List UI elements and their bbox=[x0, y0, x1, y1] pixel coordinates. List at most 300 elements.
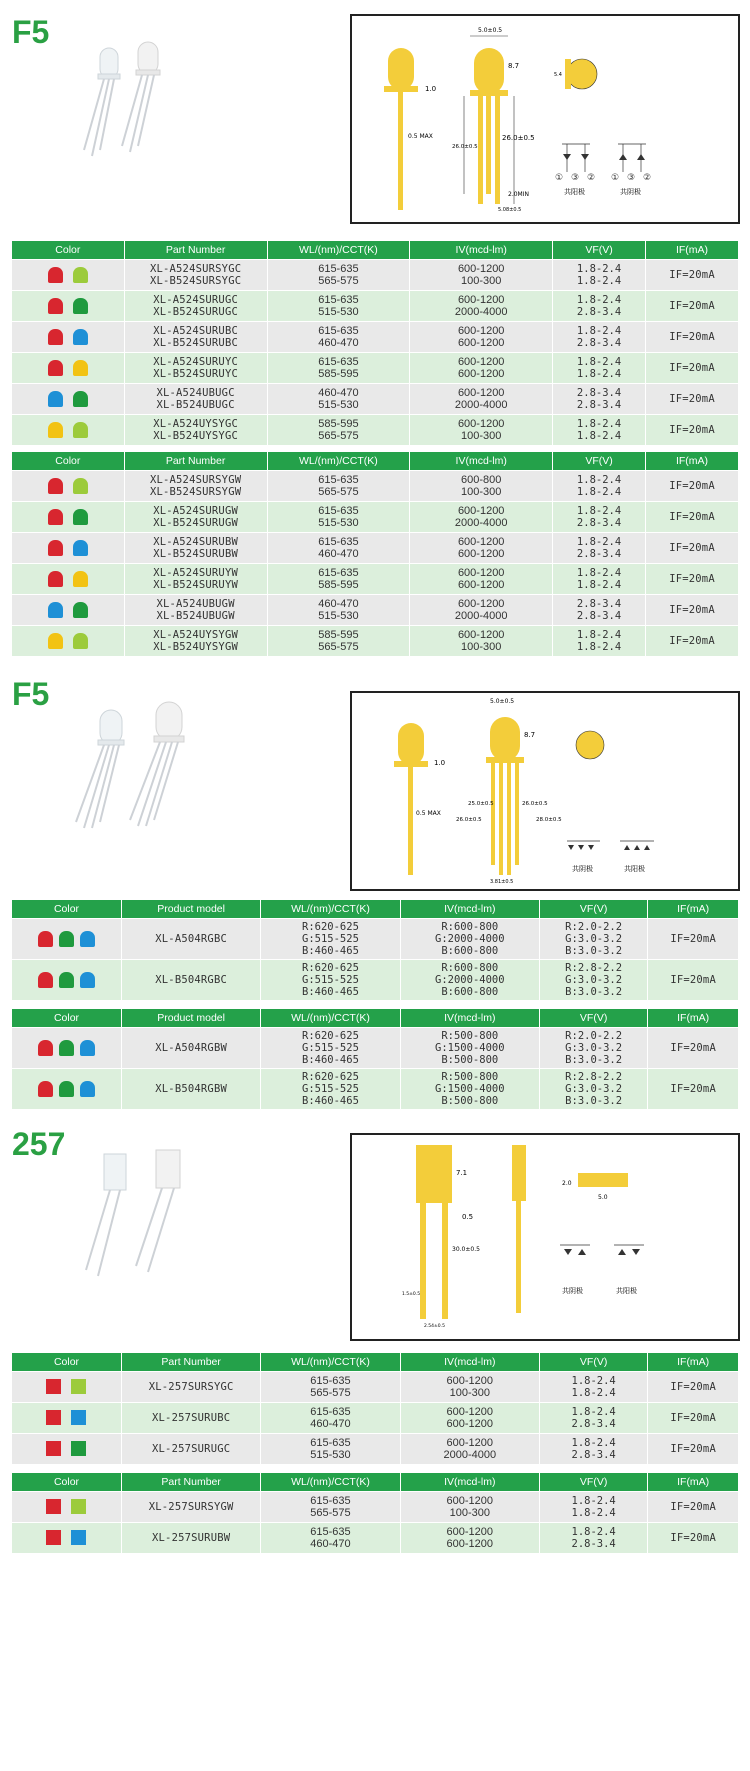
led-color-swatch bbox=[48, 422, 63, 438]
column-header: VF(V) bbox=[539, 1353, 647, 1371]
cell-line: 565-575 bbox=[318, 640, 359, 653]
cell-line: 460-470 bbox=[318, 386, 359, 399]
led-color-swatch bbox=[73, 602, 88, 618]
cell-line: B:460-465 bbox=[302, 1094, 359, 1107]
intensity-cell bbox=[400, 1433, 539, 1464]
cell-line: 1.8-2.4 bbox=[576, 578, 622, 591]
cell-line: XL-B524UBUGW bbox=[156, 609, 235, 622]
forward-voltage-cell bbox=[539, 1491, 647, 1522]
forward-current-cell: IF=20mA bbox=[646, 563, 739, 594]
intensity-cell bbox=[400, 1491, 539, 1522]
cell-line: B:500-800 bbox=[441, 1053, 499, 1066]
cell-line: 2.8-3.4 bbox=[576, 305, 622, 318]
part-number-cell: XL-A504RGBW bbox=[121, 1027, 260, 1068]
forward-current-cell: IF=20mA bbox=[648, 918, 739, 959]
led-color-swatch bbox=[73, 633, 88, 649]
table-row bbox=[12, 563, 739, 594]
forward-voltage-cell bbox=[553, 532, 646, 563]
cell-line: XL-B524SURUBC bbox=[153, 336, 238, 349]
cell-line: 600-1200 bbox=[446, 1417, 494, 1430]
cell-line: XL-A524SURSYGW bbox=[149, 473, 242, 486]
cell-line: XL-A524SURUBC bbox=[153, 324, 238, 337]
part-number-cell bbox=[124, 414, 267, 445]
cell-line: 615-635 bbox=[318, 293, 359, 306]
wavelength-cell bbox=[267, 532, 410, 563]
led-color-swatch bbox=[59, 931, 74, 947]
cell-line: XL-A524SURUGW bbox=[153, 504, 238, 517]
cell-line: G:515-525 bbox=[302, 932, 359, 945]
cell-line: 585-595 bbox=[318, 578, 359, 591]
part-number-cell bbox=[124, 594, 267, 625]
cell-line: XL-B524SURUGW bbox=[153, 516, 238, 529]
color-swatches bbox=[12, 422, 124, 438]
intensity-cell bbox=[400, 1522, 539, 1553]
led-color-swatch bbox=[71, 1530, 86, 1545]
wavelength-cell bbox=[267, 594, 410, 625]
led-color-swatch bbox=[48, 602, 63, 618]
wavelength-cell bbox=[267, 414, 410, 445]
cell-line: G:1500-4000 bbox=[435, 1041, 505, 1054]
cell-line: G:2000-4000 bbox=[435, 973, 505, 986]
color-cell bbox=[12, 290, 124, 321]
cell-line: XL-A524SURUBW bbox=[153, 535, 238, 548]
dim-label: 5.0 bbox=[598, 1194, 608, 1201]
color-swatches bbox=[12, 1499, 121, 1514]
cell-line: 2000-4000 bbox=[454, 398, 508, 411]
led-color-swatch bbox=[48, 509, 63, 525]
led-color-swatch bbox=[38, 1040, 53, 1056]
intensity-cell bbox=[400, 959, 539, 1000]
led-color-swatch bbox=[73, 298, 88, 314]
table-row bbox=[12, 1522, 739, 1553]
cell-line: 615-635 bbox=[318, 355, 359, 368]
cell-line: 1.8-2.4 bbox=[576, 262, 622, 275]
cell-line: 460-470 bbox=[310, 1417, 351, 1430]
color-swatches bbox=[12, 1379, 121, 1394]
cell-line: B:460-465 bbox=[302, 1053, 359, 1066]
cell-line: 1.8-2.4 bbox=[571, 1405, 616, 1418]
wavelength-cell bbox=[267, 470, 410, 501]
cell-line: XL-B524SURSYGC bbox=[149, 274, 242, 287]
cell-line: 1.8-2.4 bbox=[576, 324, 622, 337]
dim-label: 26.0±0.5 bbox=[452, 144, 478, 150]
dim-label: 0.5 MAX bbox=[416, 810, 441, 817]
section-title-257: 257 bbox=[12, 1126, 66, 1162]
cell-line: 600-1200 bbox=[457, 367, 505, 380]
cell-line: R:2.0-2.2 bbox=[565, 1029, 623, 1042]
cell-line: B:600-800 bbox=[441, 985, 499, 998]
wavelength-cell bbox=[267, 290, 410, 321]
part-number-cell bbox=[124, 290, 267, 321]
forward-voltage-cell bbox=[553, 563, 646, 594]
table-header-row bbox=[12, 241, 739, 259]
cell-line: 515-530 bbox=[318, 398, 359, 411]
led-color-swatch bbox=[48, 571, 63, 587]
led-color-swatch bbox=[48, 478, 63, 494]
cell-line: 600-1200 bbox=[457, 504, 505, 517]
forward-voltage-cell bbox=[539, 1402, 647, 1433]
led-color-swatch bbox=[71, 1441, 86, 1456]
cell-line: XL-A524UBUGW bbox=[156, 597, 235, 610]
cell-line: 615-635 bbox=[318, 324, 359, 337]
column-header: Color bbox=[12, 900, 121, 918]
column-header: Color bbox=[12, 1473, 121, 1491]
cell-line: 2000-4000 bbox=[454, 516, 508, 529]
intensity-cell bbox=[410, 532, 553, 563]
cell-line: XL-B524SURUBW bbox=[153, 547, 238, 560]
cell-line: 2.8-3.4 bbox=[576, 597, 622, 610]
table-row bbox=[12, 918, 739, 959]
part-number-cell bbox=[124, 532, 267, 563]
cell-line: 2.8-3.4 bbox=[571, 1448, 616, 1461]
column-header: Part Number bbox=[124, 452, 267, 470]
color-cell bbox=[12, 1371, 121, 1402]
cell-line: 460-470 bbox=[318, 336, 359, 349]
cell-line: 600-1200 bbox=[457, 293, 505, 306]
cell-line: R:500-800 bbox=[441, 1029, 499, 1042]
led-color-swatch bbox=[73, 360, 88, 376]
wavelength-cell bbox=[267, 321, 410, 352]
led-color-swatch bbox=[38, 972, 53, 988]
cell-line: XL-A524SURSYGC bbox=[149, 262, 242, 275]
color-cell bbox=[12, 1027, 121, 1068]
cell-line: G:3.0-3.2 bbox=[565, 1041, 623, 1054]
led-color-swatch bbox=[59, 1040, 74, 1056]
cell-line: B:3.0-3.2 bbox=[565, 985, 623, 998]
led-color-swatch bbox=[73, 509, 88, 525]
forward-current-cell: IF=20mA bbox=[646, 321, 739, 352]
color-swatches bbox=[12, 1040, 121, 1056]
intensity-cell bbox=[410, 501, 553, 532]
column-header: IV(mcd-lm) bbox=[400, 900, 539, 918]
column-header: WL/(nm)/CCT(K) bbox=[261, 900, 400, 918]
led-color-swatch bbox=[46, 1410, 61, 1425]
dim-label: 26.0±0.5 bbox=[456, 817, 482, 823]
forward-voltage-cell bbox=[539, 1433, 647, 1464]
led-color-swatch bbox=[80, 1040, 95, 1056]
cell-line: 515-530 bbox=[318, 305, 359, 318]
intensity-cell bbox=[400, 1068, 539, 1109]
forward-current-cell: IF=20mA bbox=[646, 501, 739, 532]
wavelength-cell bbox=[267, 563, 410, 594]
cell-line: B:600-800 bbox=[441, 944, 499, 957]
table-row bbox=[12, 959, 739, 1000]
led-color-swatch bbox=[48, 298, 63, 314]
column-header: WL/(nm)/CCT(K) bbox=[261, 1353, 400, 1371]
forward-current-cell: IF=20mA bbox=[648, 1068, 739, 1109]
forward-current-cell: IF=20mA bbox=[648, 1522, 739, 1553]
cell-line: 1.8-2.4 bbox=[576, 535, 622, 548]
forward-voltage-cell bbox=[539, 1522, 647, 1553]
column-header: Color bbox=[12, 1009, 121, 1027]
cell-line: 600-1200 bbox=[446, 1405, 494, 1418]
led-color-swatch bbox=[46, 1499, 61, 1514]
cell-line: 585-595 bbox=[318, 628, 359, 641]
color-swatches bbox=[12, 509, 124, 525]
cell-line: 600-1200 bbox=[457, 355, 505, 368]
dimension-diagram-f5-a bbox=[350, 14, 740, 224]
table-row bbox=[12, 1491, 739, 1522]
color-cell bbox=[12, 414, 124, 445]
pin-label: ② bbox=[587, 173, 596, 183]
cell-line: 600-1200 bbox=[446, 1374, 494, 1387]
spec-table-f5-rgb-clear bbox=[12, 900, 739, 1000]
cell-line: XL-B524UBUGC bbox=[156, 398, 235, 411]
column-header: WL/(nm)/CCT(K) bbox=[261, 1009, 400, 1027]
cell-line: B:3.0-3.2 bbox=[565, 1053, 623, 1066]
cell-line: 100-300 bbox=[461, 429, 502, 442]
cell-line: 2000-4000 bbox=[454, 305, 508, 318]
forward-voltage-cell bbox=[553, 321, 646, 352]
led-color-swatch bbox=[38, 1081, 53, 1097]
cell-line: 600-1200 bbox=[446, 1436, 494, 1449]
cell-line: 100-300 bbox=[449, 1506, 490, 1519]
dim-label: 5.08±0.5 bbox=[498, 207, 522, 213]
cell-line: 2.8-3.4 bbox=[571, 1417, 616, 1430]
dim-label: 8.7 bbox=[508, 62, 520, 70]
table-header-row bbox=[12, 1353, 739, 1371]
table-row bbox=[12, 1371, 739, 1402]
cell-line: 1.8-2.4 bbox=[576, 293, 622, 306]
column-header: Color bbox=[12, 1353, 121, 1371]
cell-line: 515-530 bbox=[318, 516, 359, 529]
dim-label: 1.5±0.5 bbox=[402, 1292, 421, 1297]
led-color-swatch bbox=[48, 267, 63, 283]
cell-line: 600-1200 bbox=[457, 336, 505, 349]
dimension-diagram-f5-rgb bbox=[350, 691, 740, 891]
table-header-row bbox=[12, 452, 739, 470]
intensity-cell bbox=[410, 383, 553, 414]
color-cell bbox=[12, 383, 124, 414]
column-header: Part Number bbox=[124, 241, 267, 259]
wavelength-cell bbox=[261, 1522, 400, 1553]
led-color-swatch bbox=[71, 1410, 86, 1425]
cell-line: 2.8-3.4 bbox=[576, 547, 622, 560]
intensity-cell bbox=[410, 563, 553, 594]
cell-line: XL-B524UYSYGW bbox=[153, 640, 238, 653]
cell-line: 600-1200 bbox=[457, 547, 505, 560]
table-row bbox=[12, 259, 739, 290]
forward-current-cell: IF=20mA bbox=[648, 1027, 739, 1068]
cell-line: 600-1200 bbox=[457, 417, 505, 430]
cell-line: 460-470 bbox=[318, 597, 359, 610]
cell-line: 515-530 bbox=[310, 1448, 351, 1461]
circuit-caption: 共阴极 bbox=[562, 1287, 583, 1295]
cell-line: 1.8-2.4 bbox=[576, 355, 622, 368]
table-row bbox=[12, 532, 739, 563]
cell-line: 2000-4000 bbox=[443, 1448, 497, 1461]
color-swatches bbox=[12, 571, 124, 587]
table-row bbox=[12, 501, 739, 532]
circuit-caption: 共阳极 bbox=[616, 1287, 637, 1295]
dim-label: 8.7 bbox=[524, 731, 536, 739]
led-color-swatch bbox=[59, 972, 74, 988]
circuit-caption: 共阴极 bbox=[620, 188, 641, 196]
forward-voltage-cell bbox=[539, 1068, 647, 1109]
cell-line: 565-575 bbox=[318, 274, 359, 287]
dim-label: 3.81±0.5 bbox=[490, 879, 514, 885]
color-cell bbox=[12, 1402, 121, 1433]
forward-current-cell: IF=20mA bbox=[648, 1371, 739, 1402]
led-color-swatch bbox=[71, 1379, 86, 1394]
cell-line: B:460-465 bbox=[302, 944, 359, 957]
intensity-cell bbox=[410, 290, 553, 321]
column-header: Part Number bbox=[121, 1353, 260, 1371]
cell-line: 2.8-3.4 bbox=[576, 609, 622, 622]
part-number-cell bbox=[124, 259, 267, 290]
intensity-cell bbox=[410, 594, 553, 625]
color-cell bbox=[12, 918, 121, 959]
led-color-swatch bbox=[80, 972, 95, 988]
dim-label: 5.0±0.5 bbox=[478, 27, 503, 34]
table-row bbox=[12, 625, 739, 656]
cell-line: 565-575 bbox=[318, 429, 359, 442]
intensity-cell bbox=[410, 321, 553, 352]
forward-current-cell: IF=20mA bbox=[648, 959, 739, 1000]
color-cell bbox=[12, 594, 124, 625]
led-photo-f5-diffused bbox=[70, 38, 180, 178]
dim-label: 26.0±0.5 bbox=[522, 801, 548, 807]
circuit-caption: 共阴极 bbox=[572, 865, 593, 873]
wavelength-cell bbox=[261, 959, 400, 1000]
part-number-cell bbox=[124, 625, 267, 656]
column-header: VF(V) bbox=[553, 452, 646, 470]
part-number-cell: XL-B504RGBW bbox=[121, 1068, 260, 1109]
cell-line: G:515-525 bbox=[302, 973, 359, 986]
led-color-swatch bbox=[48, 360, 63, 376]
table-header-row bbox=[12, 1009, 739, 1027]
cell-line: 615-635 bbox=[318, 566, 359, 579]
column-header: IF(mA) bbox=[648, 1473, 739, 1491]
wavelength-cell bbox=[267, 352, 410, 383]
column-header: VF(V) bbox=[539, 1009, 647, 1027]
cell-line: 600-1200 bbox=[457, 597, 505, 610]
cell-line: 565-575 bbox=[310, 1386, 351, 1399]
pin-label: ① bbox=[555, 173, 564, 183]
column-header: VF(V) bbox=[553, 241, 646, 259]
forward-voltage-cell bbox=[553, 383, 646, 414]
color-swatches bbox=[12, 633, 124, 649]
cell-line: 1.8-2.4 bbox=[576, 473, 622, 486]
forward-voltage-cell bbox=[553, 594, 646, 625]
circuit-caption: 共阳极 bbox=[564, 188, 585, 196]
spec-table-257-diffused bbox=[12, 1473, 739, 1553]
part-number-cell: XL-B504RGBC bbox=[121, 959, 260, 1000]
color-swatches bbox=[12, 478, 124, 494]
cell-line: R:620-625 bbox=[302, 1029, 359, 1042]
forward-voltage-cell bbox=[539, 918, 647, 959]
cell-line: 100-300 bbox=[461, 640, 502, 653]
table-row bbox=[12, 352, 739, 383]
color-swatches bbox=[12, 298, 124, 314]
cell-line: 1.8-2.4 bbox=[576, 417, 622, 430]
led-color-swatch bbox=[71, 1499, 86, 1514]
forward-voltage-cell bbox=[539, 1371, 647, 1402]
cell-line: 515-530 bbox=[318, 609, 359, 622]
table-row bbox=[12, 1402, 739, 1433]
cell-line: 615-635 bbox=[318, 504, 359, 517]
cell-line: G:3.0-3.2 bbox=[565, 973, 623, 986]
column-header: VF(V) bbox=[539, 1473, 647, 1491]
column-header: Part Number bbox=[121, 1473, 260, 1491]
intensity-cell bbox=[410, 625, 553, 656]
wavelength-cell bbox=[261, 1491, 400, 1522]
cell-line: XL-B524SURSYGW bbox=[149, 485, 242, 498]
cell-line: 2.8-3.4 bbox=[571, 1537, 616, 1550]
column-header: IF(mA) bbox=[648, 1353, 739, 1371]
column-header: IF(mA) bbox=[646, 452, 739, 470]
pin-label: ③ bbox=[571, 173, 580, 183]
wavelength-cell bbox=[261, 1402, 400, 1433]
forward-current-cell: IF=20mA bbox=[646, 352, 739, 383]
table-row bbox=[12, 321, 739, 352]
cell-line: XL-A524SURUYC bbox=[153, 355, 238, 368]
spec-table-f5-clear bbox=[12, 241, 739, 445]
forward-voltage-cell bbox=[553, 625, 646, 656]
wavelength-cell bbox=[261, 1371, 400, 1402]
cell-line: 600-1200 bbox=[446, 1525, 494, 1538]
part-number-cell: XL-257SURUGC bbox=[121, 1433, 260, 1464]
part-number-cell: XL-257SURUBW bbox=[121, 1522, 260, 1553]
cell-line: 460-470 bbox=[310, 1537, 351, 1550]
cell-line: XL-A524UYSYGW bbox=[153, 628, 238, 641]
color-swatches bbox=[12, 602, 124, 618]
dim-label: 26.0±0.5 bbox=[502, 134, 535, 142]
wavelength-cell bbox=[267, 501, 410, 532]
cell-line: B:500-800 bbox=[441, 1094, 499, 1107]
table-header-row bbox=[12, 1473, 739, 1491]
cell-line: 1.8-2.4 bbox=[571, 1436, 616, 1449]
intensity-cell bbox=[410, 259, 553, 290]
part-number-cell bbox=[124, 383, 267, 414]
cell-line: 615-635 bbox=[318, 262, 359, 275]
cell-line: 100-300 bbox=[461, 485, 502, 498]
color-cell bbox=[12, 1491, 121, 1522]
part-number-cell: XL-257SURSYGC bbox=[121, 1371, 260, 1402]
cell-line: XL-B524SURUGC bbox=[153, 305, 238, 318]
color-swatches bbox=[12, 972, 121, 988]
cell-line: 1.8-2.4 bbox=[571, 1374, 616, 1387]
spec-table-f5-diffused bbox=[12, 452, 739, 656]
cell-line: 1.8-2.4 bbox=[576, 504, 622, 517]
led-color-swatch bbox=[73, 540, 88, 556]
color-swatches bbox=[12, 540, 124, 556]
table-row bbox=[12, 290, 739, 321]
cell-line: 615-635 bbox=[310, 1405, 351, 1418]
led-color-swatch bbox=[46, 1441, 61, 1456]
color-swatches bbox=[12, 931, 121, 947]
color-swatches bbox=[12, 1530, 121, 1545]
cell-line: 615-635 bbox=[310, 1436, 351, 1449]
forward-voltage-cell bbox=[553, 352, 646, 383]
cell-line: XL-A524UYSYGC bbox=[153, 417, 238, 430]
forward-current-cell: IF=20mA bbox=[646, 532, 739, 563]
forward-current-cell: IF=20mA bbox=[648, 1402, 739, 1433]
dimension-diagram-257 bbox=[350, 1133, 740, 1341]
color-swatches bbox=[12, 267, 124, 283]
cell-line: 460-470 bbox=[318, 547, 359, 560]
dim-label: 25.0±0.5 bbox=[468, 801, 494, 807]
table-header-row bbox=[12, 900, 739, 918]
column-header: Color bbox=[12, 452, 124, 470]
cell-line: R:620-625 bbox=[302, 961, 359, 974]
wavelength-cell bbox=[261, 1027, 400, 1068]
color-swatches bbox=[12, 1441, 121, 1456]
cell-line: 1.8-2.4 bbox=[576, 628, 622, 641]
cell-line: 1.8-2.4 bbox=[571, 1494, 616, 1507]
column-header: IV(mcd-lm) bbox=[410, 452, 553, 470]
cell-line: 1.8-2.4 bbox=[571, 1506, 616, 1519]
